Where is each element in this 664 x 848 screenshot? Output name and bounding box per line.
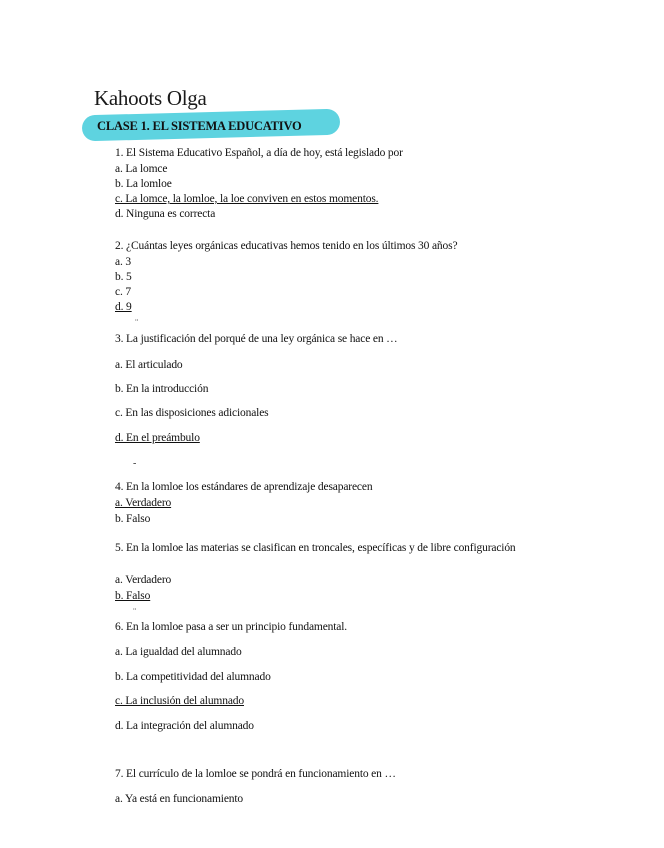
question-6: 6. En la lomloe pasa a ser un principio fundamental. bbox=[115, 621, 348, 633]
q1-option-a: a. La lomce bbox=[115, 163, 168, 175]
document-title: Kahoots Olga bbox=[94, 86, 207, 110]
q3-option-a: a. El articulado bbox=[115, 359, 183, 371]
q2-option-c: c. 7 bbox=[115, 286, 132, 298]
q3-option-d-correct: d. En el preámbulo bbox=[115, 432, 200, 444]
question-5-text: 5. En la lomloe las materias se clasifican en troncales, específicas y de libre configuración bbox=[115, 542, 516, 554]
q2-option-d-correct: d. 9 bbox=[115, 301, 132, 313]
q4-option-b: b. Falso bbox=[115, 513, 151, 525]
stray-mark: - bbox=[133, 458, 137, 469]
q6-option-b: b. La competitividad del alumnado bbox=[115, 671, 271, 683]
section-title: CLASE 1. EL SISTEMA EDUCATIVO bbox=[97, 119, 302, 133]
q6-option-d: d. La integración del alumnado bbox=[115, 720, 254, 732]
q6-option-a: a. La igualdad del alumnado bbox=[115, 646, 242, 658]
question-1: 1. El Sistema Educativo Español, a día de hoy, está legislado por bbox=[115, 147, 403, 159]
q5-option-a: a. Verdadero bbox=[115, 574, 172, 586]
q2-option-b: b. 5 bbox=[115, 271, 132, 283]
question-5 bbox=[115, 541, 555, 556]
q2-option-a: a. 3 bbox=[115, 256, 132, 268]
question-3: 3. La justificación del porqué de una ley orgánica se hace en … bbox=[115, 333, 398, 345]
question-2: 2. ¿Cuántas leyes orgánicas educativas hemos tenido en los últimos 30 años? bbox=[115, 240, 458, 252]
q4-option-a-correct: a. Verdadero bbox=[115, 497, 172, 509]
stray-mark: ¨ bbox=[135, 318, 139, 329]
q5-option-b-correct: b. Falso bbox=[115, 590, 151, 602]
q1-option-d: d. Ninguna es correcta bbox=[115, 208, 216, 220]
question-7: 7. El currículo de la lomloe se pondrá en funcionamiento en … bbox=[115, 768, 396, 780]
q1-option-b: b. La lomloe bbox=[115, 178, 172, 190]
q3-option-c: c. En las disposiciones adicionales bbox=[115, 407, 269, 419]
q6-option-c-correct: c. La inclusión del alumnado bbox=[115, 695, 244, 707]
q1-option-c-correct: c. La lomce, la lomloe, la loe conviven en estos momentos. bbox=[115, 193, 379, 205]
q7-option-a: a. Ya está en funcionamiento bbox=[115, 793, 244, 805]
q3-option-b: b. En la introducción bbox=[115, 383, 209, 395]
question-4: 4. En la lomloe los estándares de aprendizaje desaparecen bbox=[115, 481, 373, 493]
stray-mark: ¨ bbox=[133, 607, 137, 618]
